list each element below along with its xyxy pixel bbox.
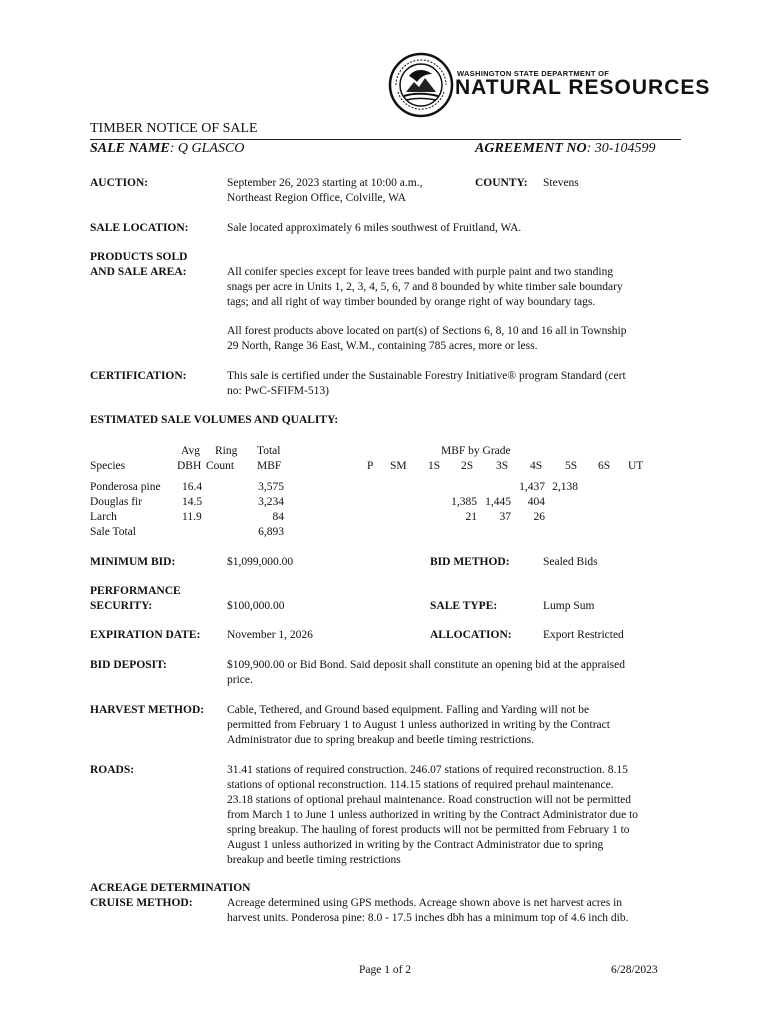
bid-method-value: Sealed Bids [543, 556, 598, 568]
products-label-1: PRODUCTS SOLD [90, 251, 188, 263]
sale-location-label: SALE LOCATION: [90, 222, 189, 234]
sale-name: SALE NAME: Q GLASCO [90, 141, 245, 156]
page-number: Page 1 of 2 [359, 964, 412, 976]
volume-species-cell: Douglas fir [90, 496, 143, 508]
volume-grade-cell: 26 [533, 511, 545, 523]
expiration-label: EXPIRATION DATE: [90, 629, 201, 641]
auction-line-2: Northeast Region Office, Colville, WA [227, 192, 407, 204]
bid-method-label: BID METHOD: [430, 556, 510, 568]
organization-name: NATURAL RESOURCES [455, 76, 711, 99]
certification-label: CERTIFICATION: [90, 370, 187, 382]
grade-header-2s: 2S [461, 460, 474, 472]
volume-dbh-cell: 16.4 [182, 481, 203, 493]
acreage-text: Acreage determined using GPS methods. Acreage shown above is net harvest acres in harvest units. Ponderosa pine: 8.0 - 17.5 inches dbh has a minimum top of 4.6 inch dib. [227, 897, 629, 924]
allocation-label: ALLOCATION: [430, 629, 512, 641]
volume-total-cell: 3,575 [258, 481, 284, 493]
grade-header-5s: 5S [565, 460, 578, 472]
harvest-method-label: HARVEST METHOD: [90, 704, 205, 716]
col-mbf-header: MBF [257, 460, 282, 472]
performance-label-1: PERFORMANCE [90, 585, 181, 597]
certification-text: This sale is certified under the Sustainable Forestry Initiative® program Standard (cert no: PwC-SFIFM-513) [227, 370, 626, 397]
volume-grade-cell: 21 [465, 511, 477, 523]
minimum-bid-value: $1,099,000.00 [227, 556, 294, 568]
volume-grade-cell: 1,385 [451, 496, 477, 508]
grade-header-p: P [367, 460, 374, 472]
bid-deposit-label: BID DEPOSIT: [90, 659, 167, 671]
volume-species-cell: Ponderosa pine [90, 481, 161, 493]
expiration-value: November 1, 2026 [227, 629, 313, 641]
performance-label-2: SECURITY: [90, 600, 153, 612]
auction-line-1: September 26, 2023 starting at 10:00 a.m., [227, 177, 423, 189]
products-paragraph-1: All conifer species except for leave trees banded with purple paint and two standing snags per acre in Units 1, 2, 3, 4, 5, 6, 7 and 8 bounded by white timber sale boundary tags; and all right of way timber bounded by orange right of way boundary tags. [227, 266, 623, 308]
sale-location-text: Sale located approximately 6 miles southwest of Fruitland, WA. [227, 222, 522, 234]
volume-total-cell: 84 [272, 511, 284, 523]
col-avg-header: Avg [181, 445, 200, 457]
acreage-label: ACREAGE DETERMINATION [90, 882, 251, 894]
grade-header-sm: SM [390, 460, 407, 472]
products-label-2: AND SALE AREA: [90, 266, 187, 278]
grade-header-1s: 1S [428, 460, 441, 472]
cruise-method-label: CRUISE METHOD: [90, 897, 193, 909]
volume-total-cell: 6,893 [258, 526, 284, 538]
roads-text: 31.41 stations of required construction. 246.07 stations of required reconstruction. 8.15 stations of optional reconstruction. 114.15 stations of required prehaul maintenance. 23.18 stations of optional prehaul maintenance. Road construction will not be permitted from March 1 to June 1 unless authorized in writing by the Contract Administrator due to spring breakup. The hauling of forest products will not be permitted from February 1 to August 1 unless authorized in writing by the Contract Administrator due to spring breakup and beetle timing restrictions [227, 764, 639, 866]
grade-header-4s: 4S [530, 460, 543, 472]
volume-grade-cell: 1,437 [519, 481, 545, 493]
grade-header-ut: UT [628, 460, 644, 472]
col-species-header: Species [90, 460, 126, 472]
volume-species-cell: Sale Total [90, 526, 136, 538]
col-mbf-grade-header: MBF by Grade [441, 445, 511, 457]
department-line: WASHINGTON STATE DEPARTMENT OF [457, 69, 610, 78]
county-value: Stevens [543, 177, 579, 189]
sale-type-value: Lump Sum [543, 600, 595, 612]
grade-header-3s: 3S [496, 460, 509, 472]
volumes-heading: ESTIMATED SALE VOLUMES AND QUALITY: [90, 414, 339, 426]
volume-species-cell: Larch [90, 511, 117, 523]
county-label: COUNTY: [475, 177, 528, 189]
volume-grade-cell: 2,138 [552, 481, 578, 493]
performance-value: $100,000.00 [227, 600, 285, 612]
bid-deposit-text: $109,900.00 or Bid Bond. Said deposit shall constitute an opening bid at the appraised price. [227, 659, 625, 686]
grade-header-6s: 6S [598, 460, 611, 472]
title-rule [90, 139, 681, 140]
roads-label: ROADS: [90, 764, 135, 776]
col-total-header: Total [257, 445, 281, 457]
harvest-method-text: Cable, Tethered, and Ground based equipment. Falling and Yarding will not be permitted from February 1 to August 1 unless authorized in writing by the Contract Administrator due to spring breakup and beetle timing restrictions. [227, 704, 610, 746]
volume-grade-cell: 37 [499, 511, 511, 523]
footer-date: 6/28/2023 [611, 964, 658, 976]
col-dbh-header: DBH [177, 460, 202, 472]
volume-grade-cell: 404 [527, 496, 545, 508]
auction-label: AUCTION: [90, 177, 149, 189]
state-seal-icon [388, 52, 454, 118]
volume-dbh-cell: 11.9 [182, 511, 202, 523]
sale-type-label: SALE TYPE: [430, 600, 498, 612]
products-paragraph-2: All forest products above located on part(s) of Sections 6, 8, 10 and 16 all in Township 29 North, Range 36 East, W.M., containing 785 acres, more or less. [227, 325, 627, 352]
volume-dbh-cell: 14.5 [182, 496, 203, 508]
volume-grade-cell: 1,445 [485, 496, 511, 508]
minimum-bid-label: MINIMUM BID: [90, 556, 176, 568]
allocation-value: Export Restricted [543, 629, 624, 641]
col-count-header: Count [206, 460, 235, 472]
agreement-number: AGREEMENT NO: 30-104599 [475, 141, 656, 156]
volume-total-cell: 3,234 [258, 496, 284, 508]
document-title: TIMBER NOTICE OF SALE [90, 121, 258, 136]
col-ring-header: Ring [215, 445, 238, 457]
